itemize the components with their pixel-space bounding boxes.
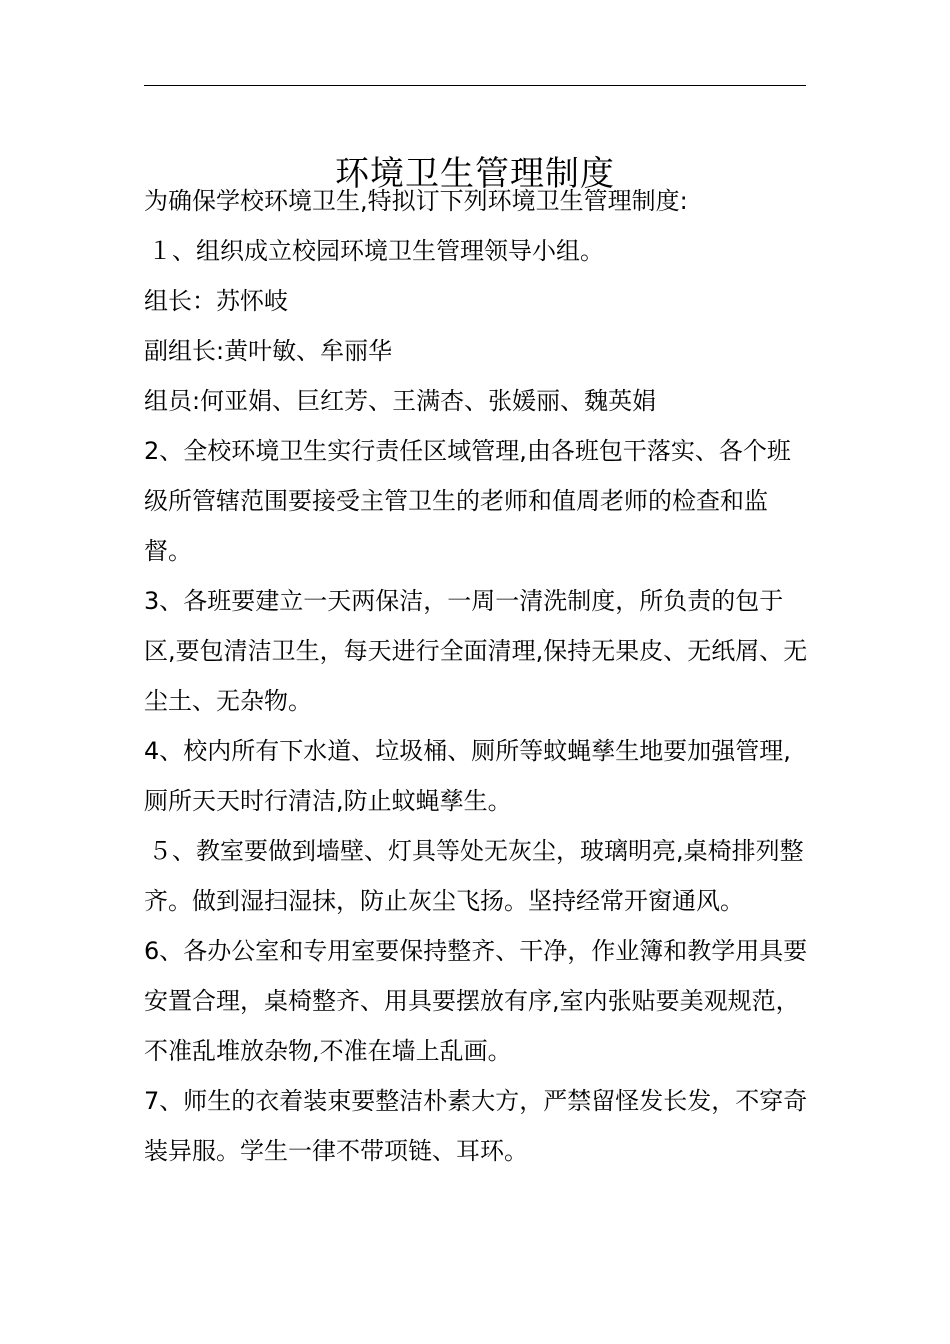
document-body xyxy=(144,176,812,1176)
rule-5-paragraph: ５、教室要做到墙壁、灯具等处无灰尘，玻璃明亮,桌椅排列整齐。做到湿扫湿抹，防止灰尘飞扬。坚持经常开窗通风。 xyxy=(144,837,804,915)
rule-1-paragraph: １、组织成立校园环境卫生管理领导小组。 xyxy=(148,237,604,265)
rule-4-paragraph: 4、校内所有下水道、垃圾桶、厕所等蚊蝇孳生地要加强管理,厕所天天时行清洁,防止蚊蝇孳生。 xyxy=(144,737,791,815)
leader-line: 组长：苏怀岐 xyxy=(144,287,288,315)
rule-6-paragraph: 6、各办公室和专用室要保持整齐、干净，作业簿和教学用具要安置合理，桌椅整齐、用具要摆放有序,室内张贴要美观规范，不准乱堆放杂物,不准在墙上乱画。 xyxy=(144,937,808,1065)
rule-3-paragraph: 3、各班要建立一天两保洁，一周一清洗制度，所负责的包于区,要包清洁卫生，每天进行全面清理,保持无果皮、无纸屑、无尘土、无杂物。 xyxy=(144,587,808,715)
intro-paragraph: 为确保学校环境卫生,特拟订下列环境卫生管理制度: xyxy=(144,187,688,215)
document-title: 环境卫生管理制度 xyxy=(335,153,615,194)
deputy-leader-line: 副组长:黄叶敏、牟丽华 xyxy=(144,337,393,365)
rule-2-paragraph: 2、全校环境卫生实行责任区域管理,由各班包干落实、各个班级所管辖范围要接受主管卫生的老师和值周老师的检查和监督。 xyxy=(144,437,791,565)
members-line: 组员:何亚娟、巨红芳、王满杏、张媛丽、魏英娟 xyxy=(144,387,657,415)
rule-7-paragraph: 7、师生的衣着装束要整洁朴素大方，严禁留怪发长发，不穿奇装异服。学生一律不带项链、耳环。 xyxy=(144,1087,808,1165)
header-divider xyxy=(144,85,806,86)
